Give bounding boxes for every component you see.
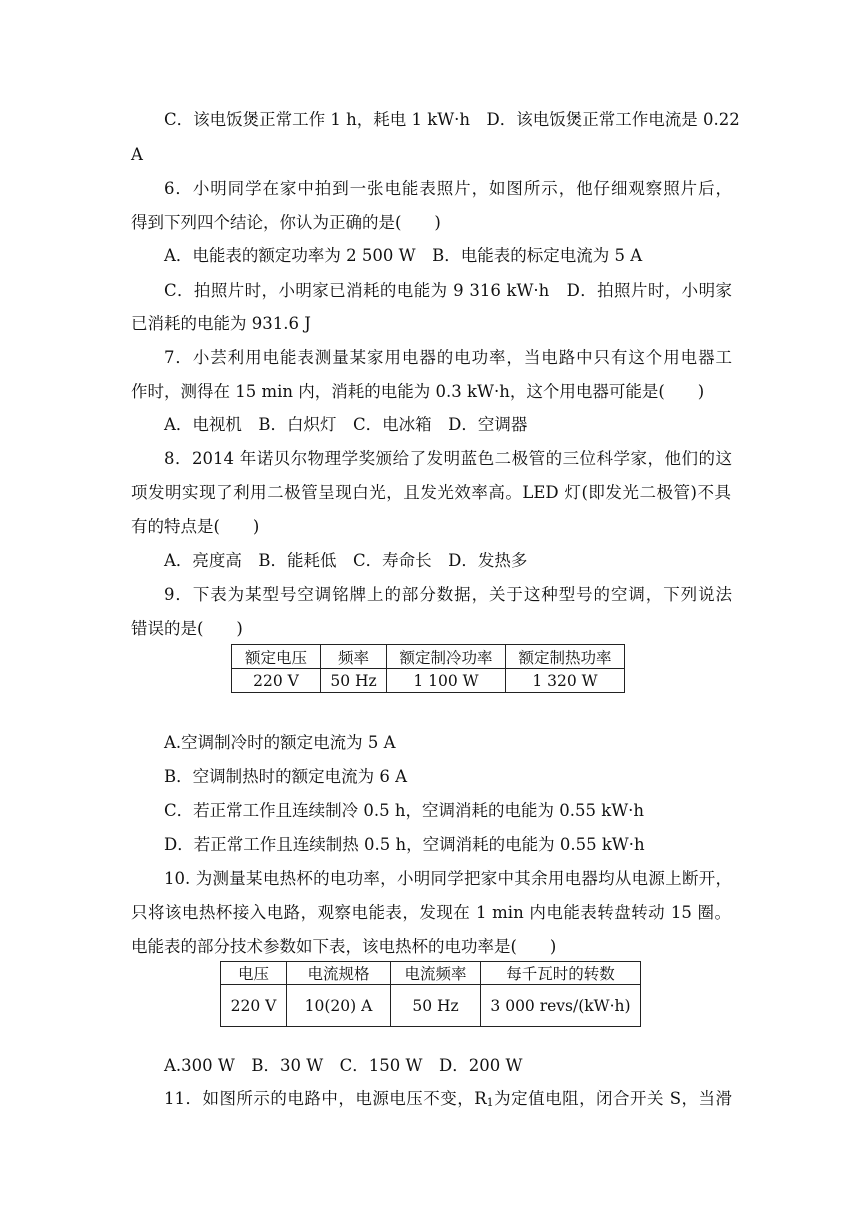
q9-stem-line1: 9．下表为某型号空调铭牌上的部分数据，关于这种型号的空调，下列说法 (164, 585, 732, 604)
q10-options: A.300 W B．30 W C．150 W D．200 W (164, 1056, 523, 1075)
table-cell: 220 V (232, 669, 321, 693)
table-cell: 50 Hz (321, 669, 387, 693)
meter-spec-table (220, 961, 641, 1027)
q6-option-d-continued: 已消耗的电能为 931.6 J (131, 314, 311, 333)
table-row (221, 985, 641, 1027)
table-cell: 10(20) A (287, 985, 391, 1027)
table-header-cell: 电流规格 (287, 962, 391, 985)
q10-stem-line3: 电能表的部分技术参数如下表，该电热杯的电功率是( ) (131, 937, 557, 956)
table-row (221, 962, 641, 985)
table-row (232, 645, 625, 669)
q11-subscript: 1 (486, 1096, 494, 1109)
q9-option-c: C．若正常工作且连续制冷 0.5 h，空调消耗的电能为 0.55 kW·h (164, 801, 645, 820)
q11-stem-text: 11．如图所示的电路中，电源电压不变，R (164, 1089, 487, 1108)
q6-stem-line1: 6．小明同学在家中拍到一张电能表照片，如图所示，他仔细观察照片后， (164, 179, 732, 198)
q9-option-d: D．若正常工作且连续制热 0.5 h，空调消耗的电能为 0.55 kW·h (164, 835, 645, 854)
q11-stem-line1 (164, 1088, 732, 1114)
table-header-cell: 电流频率 (391, 962, 481, 985)
q7-stem-line1: 7．小芸利用电能表测量某家用电器的电功率，当电路中只有这个用电器工 (164, 348, 732, 367)
q6-stem-line2: 得到下列四个结论，你认为正确的是( ) (131, 213, 441, 232)
table-cell: 1 100 W (387, 669, 506, 693)
table-header-cell: 额定制冷功率 (387, 645, 506, 669)
q5-option-cd: C．该电饭煲正常工作 1 h，耗电 1 kW·h D．该电饭煲正常工作电流是 0.22 (164, 110, 740, 129)
q9-stem-line2: 错误的是( ) (131, 619, 243, 638)
q10-stem-line1: 10. 为测量某电热杯的电功率，小明同学把家中其余用电器均从电源上断开， (164, 869, 732, 888)
q8-stem-line3: 有的特点是( ) (131, 517, 260, 536)
q6-options-cd: C．拍照片时，小明家已消耗的电能为 9 316 kW·h D．拍照片时，小明家 (164, 281, 732, 300)
table-cell: 50 Hz (391, 985, 481, 1027)
q9-option-a: A.空调制冷时的额定电流为 5 A (164, 733, 396, 752)
q9-option-b: B．空调制热时的额定电流为 6 A (164, 767, 408, 786)
q10-stem-line2: 只将该电热杯接入电路，观察电能表，发现在 1 min 内电能表转盘转动 15 圈。 (131, 903, 731, 922)
q6-options-ab: A．电能表的额定功率为 2 500 W B．电能表的标定电流为 5 A (164, 246, 643, 265)
q8-stem-line1: 8．2014 年诺贝尔物理学奖颁给了发明蓝色二极管的三位科学家，他们的这 (164, 449, 732, 468)
table-cell: 220 V (221, 985, 287, 1027)
q11-stem-text-cont: 为定值电阻，闭合开关 S，当滑 (493, 1089, 732, 1108)
q8-options: A．亮度高 B．能耗低 C．寿命长 D．发热多 (164, 551, 528, 570)
table-header-cell: 频率 (321, 645, 387, 669)
q8-stem-line2: 项发明实现了利用二极管呈现白光，且发光效率高。LED 灯(即发光二极管)不具 (131, 483, 731, 502)
table-header-cell: 电压 (221, 962, 287, 985)
q7-stem-line2: 作时，测得在 15 min 内，消耗的电能为 0.3 kW·h，这个用电器可能是( ) (131, 382, 705, 401)
table-header-cell: 额定制热功率 (506, 645, 625, 669)
table-row (232, 669, 625, 693)
table-cell: 3 000 revs/(kW·h) (481, 985, 641, 1027)
table-header-cell: 额定电压 (232, 645, 321, 669)
q7-options: A．电视机 B．白炽灯 C．电冰箱 D．空调器 (164, 415, 528, 434)
q5-option-d-continued: A (131, 145, 143, 164)
aircon-spec-table (231, 644, 625, 693)
table-header-cell: 每千瓦时的转数 (481, 962, 641, 985)
table-cell: 1 320 W (506, 669, 625, 693)
